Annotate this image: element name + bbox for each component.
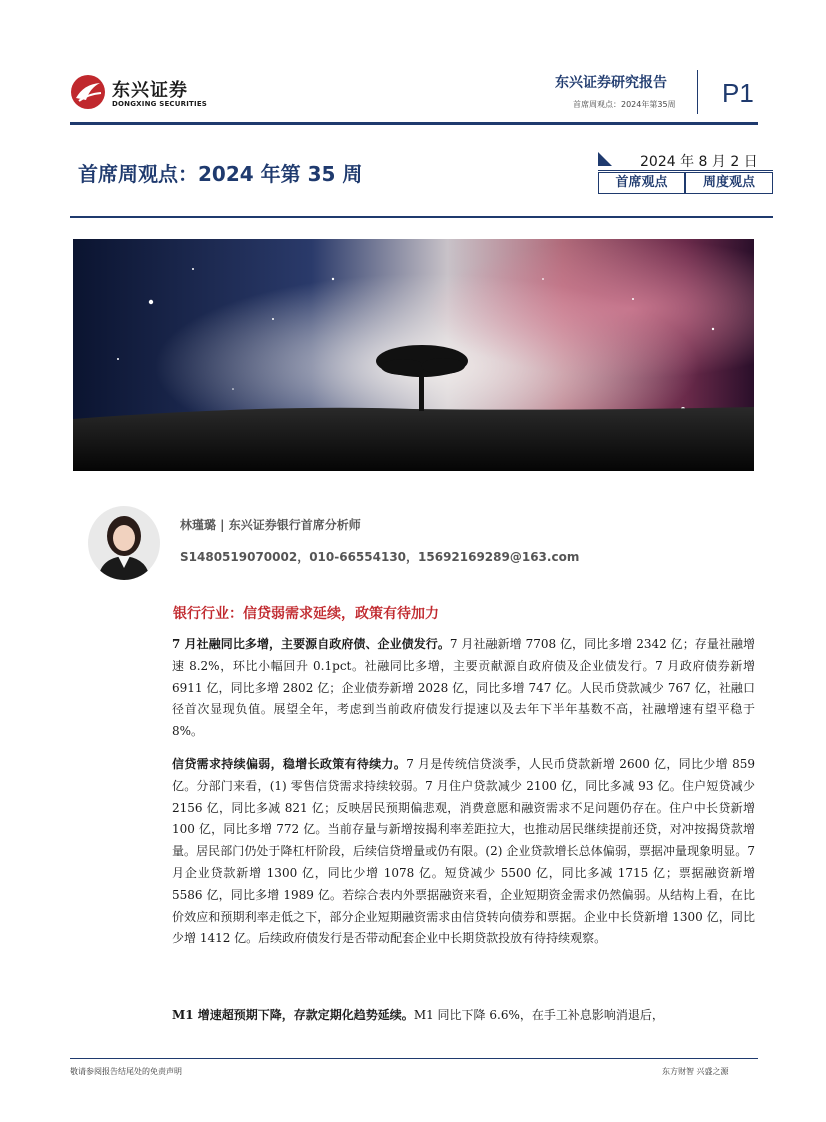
tag-chief-view: 首席观点 [598, 172, 685, 194]
cover-image [73, 239, 754, 471]
paragraph-3 [172, 1005, 755, 1027]
footer-disclaimer: 敬请参阅报告结尾处的免责声明 [70, 1067, 182, 1076]
author-contact: S1480519070002，010-66554130，15692169289@163.com [180, 550, 580, 564]
paragraph-2 [172, 754, 755, 950]
footer-slogan: 东方财智 兴盛之源 [662, 1067, 729, 1076]
header-rule [70, 122, 758, 125]
logo-text-cn: 东兴证券 [112, 80, 188, 101]
header-divider [697, 70, 698, 114]
date-underline [598, 170, 773, 171]
page-number: P1 [722, 78, 754, 108]
section-heading: 银行行业：信贷弱需求延续，政策有待加力 [173, 606, 439, 622]
paragraph-3-text: M1 同比下降 6.6%，在手工补息影响消退后， [413, 1008, 664, 1022]
paragraph-1 [172, 634, 755, 743]
company-logo [70, 74, 208, 114]
author-avatar [88, 506, 160, 580]
report-series-title: 东兴证券研究报告 [555, 75, 667, 91]
paragraph-2-text: 7 月是传统信贷淡季，人民币贷款新增 2600 亿，同比少增 859 亿。分部门来看，(1) 零售信贷需求持续较弱。7 月住户贷款减少 2100 亿，同比多减 93 亿。住户短贷减少 2156 亿，同比多减 821 亿；反映居民预期偏悲观，消费意愿和融资需求不足问题仍存在。住户中长贷新增 100 亿，同比多增 772 亿。当前存量与新增按揭利率差距拉大，也推动居民继续提前还贷，对冲按揭贷款增量。居民部门仍处于降杠杆阶段，后续信贷增量或仍有限。(2) 企业贷款增长总体偏弱，票据冲量现象明显。7 月企业贷款新增 1300 亿，同比少增 1078 亿。短贷减少 5500 亿，同比多减 1715 亿；票据融资新增 5586 亿，同比多增 1989 亿。若综合表内外票据融资来看，企业短期资金需求仍然偏弱。从结构上看，在比价效应和预期利率走低之下，部分企业短期融资需求由信贷转向债券和票据。企业中长贷新增 1300 亿，同比少增 1412 亿。后续政府债发行是否带动配套企业中长期贷款投放有待持续观察。 [172, 757, 755, 946]
night-sky-tree-image [73, 239, 754, 471]
paragraph-3-lead: M1 增速超预期下降，存款定期化趋势延续。 [172, 1008, 414, 1022]
author-portrait-icon [88, 506, 160, 580]
report-date: 2024 年 8 月 2 日 [640, 154, 758, 170]
author-name-title: 林瑾璐 | 东兴证券银行首席分析师 [180, 518, 361, 532]
paragraph-1-lead: 7 月社融同比多增，主要源自政府债、企业债发行。 [172, 637, 450, 651]
tag-weekly-view: 周度观点 [685, 172, 773, 194]
footer-rule [70, 1058, 758, 1059]
paragraph-2-lead: 信贷需求持续偏弱，稳增长政策有待续力。 [172, 757, 407, 771]
report-running-header: 首席周观点：2024年第35周 [573, 100, 676, 109]
page-title: 首席周观点：2024 年第 35 周 [78, 162, 363, 186]
logo-mark-icon [70, 74, 106, 110]
title-rule [70, 216, 773, 218]
date-corner-triangle-icon [598, 152, 612, 166]
paragraph-1-text: 7 月社融新增 7708 亿，同比多增 2342 亿；存量社融增速 8.2%，环比小幅回升 0.1pct。社融同比多增，主要贡献源自政府债及企业债发行。7 月政府债券新增 6911 亿，同比多增 2802 亿；企业债券新增 2028 亿，同比多增 747 亿。人民币贷款减少 767 亿，社融口径首次显现负值。展望全年，考虑到当前政府债发行提速以及去年下半年基数不高，社融增速有望平稳于 8%。 [172, 637, 755, 739]
logo-text-en: DONGXING SECURITIES [112, 100, 208, 108]
